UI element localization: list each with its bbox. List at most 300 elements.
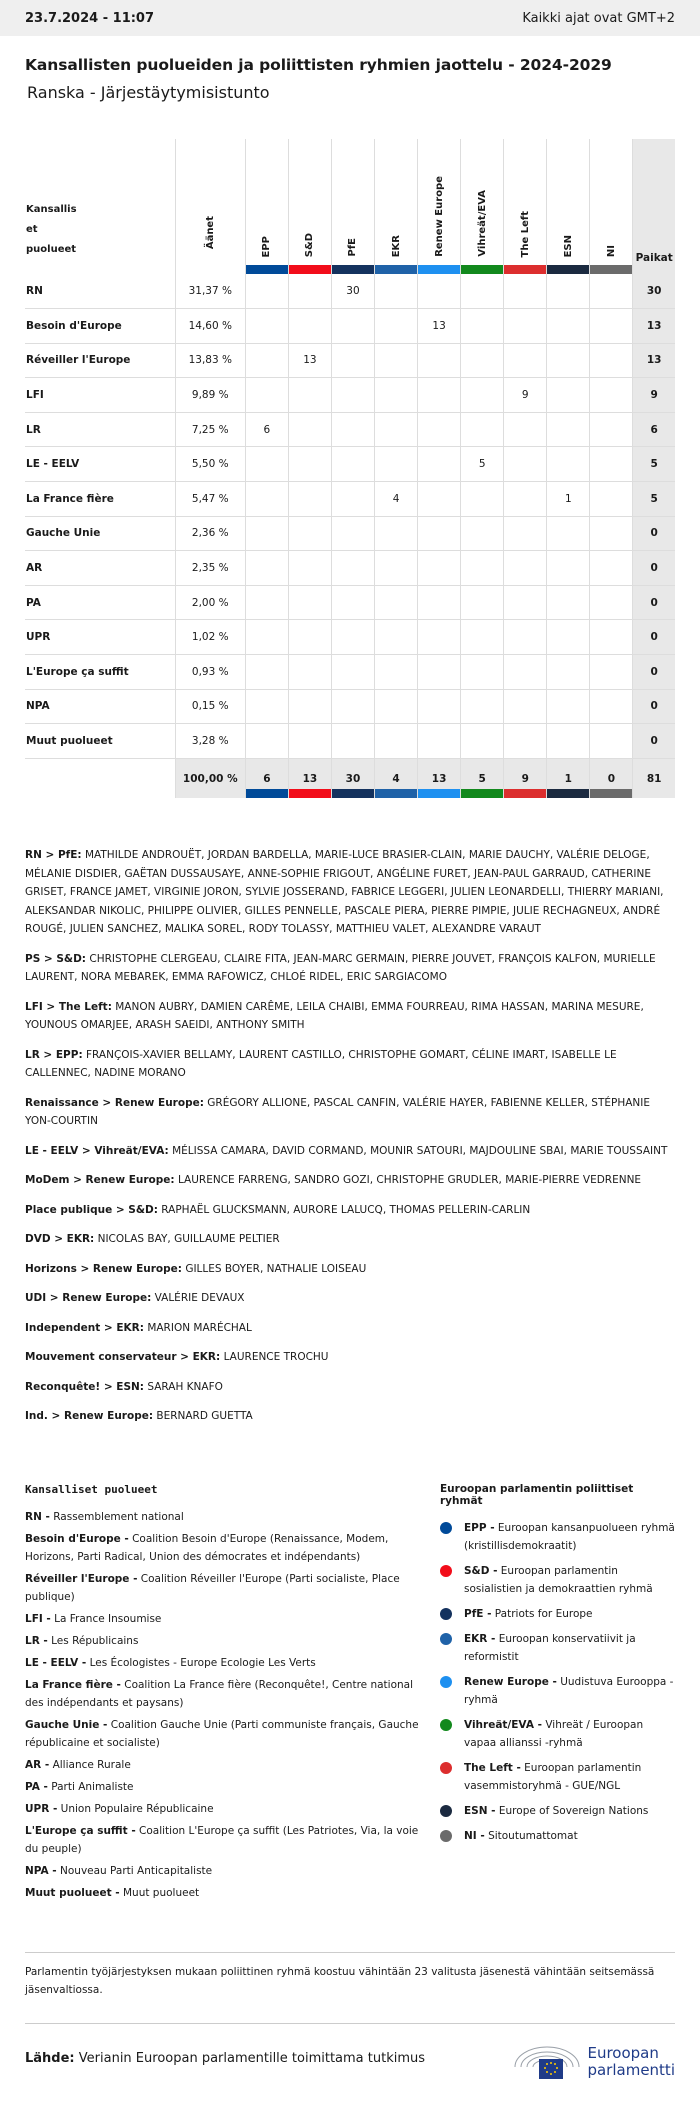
group-column-header bbox=[418, 139, 461, 274]
party-name: NPA bbox=[25, 689, 175, 724]
group-color-dot-icon bbox=[440, 1608, 452, 1620]
total-seats: 5 bbox=[633, 447, 675, 482]
group-color-dot-icon bbox=[440, 1805, 452, 1817]
total-seats: 6 bbox=[633, 412, 675, 447]
group-seat-cell bbox=[461, 482, 504, 517]
mep-group-entry bbox=[25, 1201, 675, 1220]
timezone-note: Kaikki ajat ovat GMT+2 bbox=[522, 10, 675, 26]
legend-group-full: Euroopan kansanpuolueen ryhmä (kristillisdemokraatit) bbox=[464, 1521, 675, 1552]
group-seat-cell bbox=[375, 309, 418, 344]
group-seat-cell bbox=[375, 620, 418, 655]
group-total-value: 0 bbox=[607, 772, 615, 785]
legend-party-abbr: NPA - bbox=[25, 1864, 57, 1877]
group-seat-cell bbox=[331, 378, 374, 413]
party-name: LR bbox=[25, 412, 175, 447]
seats-column-header bbox=[633, 139, 675, 274]
group-color-bar bbox=[418, 265, 460, 274]
logo-line-2: parlamentti bbox=[587, 2061, 675, 2080]
legend-group-text bbox=[464, 1673, 675, 1709]
total-seats: 0 bbox=[633, 620, 675, 655]
party-name: Gauche Unie bbox=[25, 516, 175, 551]
group-seat-cell bbox=[288, 309, 331, 344]
group-header-label: PfE bbox=[347, 238, 359, 257]
vote-share: 5,47 % bbox=[175, 482, 245, 517]
legend-political-groups bbox=[440, 1483, 675, 1906]
mep-names: VALÉRIE DEVAUX bbox=[154, 1292, 245, 1305]
mep-names: MATHILDE ANDROUËT, JORDAN BARDELLA, MARIE-LUCE BRASIER-CLAIN, MARIE DAUCHY, VALÉRIE DELOGE, MÉLANIE DISDIER, GAËTAN DUSSAUSAYE, ANNE-SOPHIE FRIGOUT, ANGÉLINE FURET, JEAN-PAUL GARRAUD, CATHERINE GRISET, FRANCE JAMET, VIRGINIE JORON, SYLVIE JOSSERAND, FABRICE LEGGERI, JULIEN LEONARDELLI, THIERRY MARIANI, ALEKSANDAR NIKOLIC, PHILIPPE OLIVIER, GILLES PENNELLE, PASCALE PIERA, PIERRE PIMPIE, JULIE RECHAGNEUX, ANDRÉ ROUGÉ, JULIEN SANCHEZ, MALIKA SOREL, RODY TOLASSY, MATTHIEU VALET, ALEXANDRE VARAUT bbox=[25, 849, 664, 936]
group-seat-cell bbox=[461, 343, 504, 378]
legend-party-item bbox=[25, 1570, 440, 1606]
group-total-value: 13 bbox=[302, 772, 318, 785]
group-seat-cell bbox=[547, 689, 590, 724]
legend-party-abbr: Gauche Unie - bbox=[25, 1718, 108, 1731]
table-row bbox=[25, 309, 675, 344]
group-seat-cell bbox=[331, 551, 374, 586]
group-seat-cell bbox=[375, 274, 418, 309]
mep-group-label: LFI > The Left: bbox=[25, 1000, 112, 1013]
group-seat-cell bbox=[375, 585, 418, 620]
legend-group-abbr: ESN - bbox=[464, 1804, 496, 1817]
legend-group-item bbox=[440, 1716, 675, 1752]
group-seat-cell bbox=[590, 655, 633, 690]
legend-national-parties bbox=[25, 1483, 440, 1906]
vote-share: 2,35 % bbox=[175, 551, 245, 586]
legend-group-abbr: Renew Europe - bbox=[464, 1675, 557, 1688]
legend-group-abbr: EKR - bbox=[464, 1632, 496, 1645]
group-seat-cell bbox=[245, 309, 288, 344]
party-name: L'Europe ça suffit bbox=[25, 655, 175, 690]
legend-group-item bbox=[440, 1562, 675, 1598]
mep-names: LAURENCE FARRENG, SANDRO GOZI, CHRISTOPHE GRUDLER, MARIE-PIERRE VEDRENNE bbox=[177, 1174, 642, 1187]
vote-share: 9,89 % bbox=[175, 378, 245, 413]
group-seat-cell bbox=[504, 551, 547, 586]
group-seat-cell bbox=[590, 689, 633, 724]
party-name: La France fière bbox=[25, 482, 175, 517]
group-seat-cell bbox=[288, 585, 331, 620]
group-total-cell bbox=[375, 758, 418, 798]
total-seats: 9 bbox=[633, 378, 675, 413]
mep-names: FRANÇOIS-XAVIER BELLAMY, LAURENT CASTILLO, CHRISTOPHE GOMART, CÉLINE IMART, ISABELLE LE CALLENNEC, NADINE MORANO bbox=[25, 1048, 617, 1080]
mep-group-entry bbox=[25, 846, 675, 939]
legend-group-item bbox=[440, 1802, 675, 1820]
group-seat-cell bbox=[461, 516, 504, 551]
legend-group-full: Europe of Sovereign Nations bbox=[498, 1804, 649, 1817]
legend-party-abbr: RN - bbox=[25, 1510, 50, 1523]
group-seat-cell bbox=[288, 274, 331, 309]
mep-group-entry bbox=[25, 1319, 675, 1338]
legend-groups-title: Euroopan parlamentin poliittiset ryhmät bbox=[440, 1482, 634, 1507]
group-seat-cell: 13 bbox=[288, 343, 331, 378]
group-seat-cell bbox=[461, 274, 504, 309]
group-seat-cell bbox=[418, 412, 461, 447]
group-seat-cell bbox=[245, 689, 288, 724]
group-seat-cell bbox=[418, 447, 461, 482]
seats-header-label: Paikat bbox=[635, 252, 673, 264]
mep-group-label: PS > S&D: bbox=[25, 952, 87, 965]
votes-header-label: Äänet bbox=[204, 215, 216, 249]
group-seat-cell bbox=[331, 447, 374, 482]
group-total-value: 5 bbox=[478, 772, 486, 785]
group-color-bar bbox=[461, 789, 503, 798]
group-color-bar bbox=[547, 789, 589, 798]
total-seats: 0 bbox=[633, 689, 675, 724]
total-seats: 13 bbox=[633, 343, 675, 378]
vote-share: 1,02 % bbox=[175, 620, 245, 655]
total-seats: 30 bbox=[633, 274, 675, 309]
legend-party-abbr: PA - bbox=[25, 1780, 48, 1793]
legend-group-text bbox=[464, 1519, 675, 1555]
group-seat-cell bbox=[245, 551, 288, 586]
vote-share: 2,36 % bbox=[175, 516, 245, 551]
mep-group-entry bbox=[25, 1142, 675, 1161]
mep-group-label: DVD > EKR: bbox=[25, 1233, 95, 1246]
group-seat-cell bbox=[418, 551, 461, 586]
group-seat-cell: 6 bbox=[245, 412, 288, 447]
vote-share: 0,15 % bbox=[175, 689, 245, 724]
mep-group-label: Renaissance > Renew Europe: bbox=[25, 1096, 204, 1109]
group-seat-cell bbox=[461, 378, 504, 413]
group-seat-cell bbox=[547, 516, 590, 551]
mep-group-label: Ind. > Renew Europe: bbox=[25, 1410, 154, 1423]
footer bbox=[25, 2023, 675, 2084]
table-header-row bbox=[25, 139, 675, 274]
results-table bbox=[25, 139, 675, 798]
group-seat-cell bbox=[375, 412, 418, 447]
legend-party-item bbox=[25, 1676, 440, 1712]
legend-party-full: Coalition Gauche Unie (Parti communiste français, Gauche républicaine et socialiste) bbox=[25, 1718, 419, 1749]
party-column-header bbox=[25, 139, 175, 274]
legend-parties-title: Kansalliset puolueet bbox=[25, 1482, 158, 1496]
group-seat-cell bbox=[288, 516, 331, 551]
mep-group-label: Reconquête! > ESN: bbox=[25, 1380, 144, 1393]
group-seat-cell bbox=[288, 551, 331, 586]
group-seat-cell bbox=[245, 724, 288, 759]
group-seat-cell bbox=[504, 343, 547, 378]
mep-group-label: Place publique > S&D: bbox=[25, 1203, 158, 1216]
group-seat-cell bbox=[331, 516, 374, 551]
group-seat-cell bbox=[590, 620, 633, 655]
legend-party-abbr: UPR - bbox=[25, 1802, 58, 1815]
legend-group-text bbox=[464, 1605, 593, 1623]
mep-group-entry bbox=[25, 1230, 675, 1249]
group-seat-cell bbox=[375, 655, 418, 690]
legend-group-full: Euroopan parlamentin sosialistien ja demokraattien ryhmä bbox=[464, 1564, 653, 1595]
group-total-value: 9 bbox=[521, 772, 529, 785]
legend-group-full: Patriots for Europe bbox=[494, 1607, 593, 1620]
legend-party-full: Parti Animaliste bbox=[51, 1780, 134, 1793]
mep-group-label: MoDem > Renew Europe: bbox=[25, 1174, 175, 1187]
datetime: 23.7.2024 - 11:07 bbox=[25, 10, 155, 26]
group-column-header bbox=[288, 139, 331, 274]
legend-party-abbr: Besoin d'Europe - bbox=[25, 1532, 129, 1545]
group-seat-cell bbox=[504, 724, 547, 759]
group-color-bar bbox=[461, 265, 503, 274]
vote-share: 31,37 % bbox=[175, 274, 245, 309]
total-seats: 0 bbox=[633, 655, 675, 690]
group-color-bar bbox=[547, 265, 589, 274]
group-seat-cell bbox=[590, 412, 633, 447]
group-seat-cell bbox=[288, 447, 331, 482]
legend-party-full: Coalition L'Europe ça suffit (Les Patriotes, Via, la voie du peuple) bbox=[25, 1824, 419, 1855]
group-seat-cell bbox=[461, 585, 504, 620]
group-seat-cell bbox=[288, 482, 331, 517]
legend-party-item bbox=[25, 1884, 440, 1902]
group-header-label: ESN bbox=[562, 234, 574, 257]
legend-group-item bbox=[440, 1759, 675, 1795]
total-seats: 5 bbox=[633, 482, 675, 517]
table-row bbox=[25, 620, 675, 655]
group-total-cell bbox=[461, 758, 504, 798]
legend-party-item bbox=[25, 1862, 440, 1880]
legend-group-item bbox=[440, 1605, 675, 1623]
group-seat-cell bbox=[288, 620, 331, 655]
group-seat-cell bbox=[245, 620, 288, 655]
legend-group-item bbox=[440, 1519, 675, 1555]
legend-group-text bbox=[464, 1630, 675, 1666]
votes-column-header bbox=[175, 139, 245, 274]
legend-party-abbr: LR - bbox=[25, 1634, 48, 1647]
group-seat-cell bbox=[547, 309, 590, 344]
legend-party-full: Muut puolueet bbox=[122, 1886, 200, 1899]
group-header-label: EKR bbox=[390, 234, 402, 257]
group-color-bar bbox=[246, 265, 288, 274]
party-name: RN bbox=[25, 274, 175, 309]
group-seat-cell bbox=[547, 412, 590, 447]
group-seat-cell bbox=[418, 620, 461, 655]
legend-group-full: Euroopan parlamentin vasemmistoryhmä - GUE/NGL bbox=[464, 1761, 642, 1792]
group-column-header bbox=[375, 139, 418, 274]
legend-group-abbr: Vihreät/EVA - bbox=[464, 1718, 542, 1731]
ep-logo[interactable] bbox=[511, 2041, 675, 2084]
group-seat-cell: 13 bbox=[418, 309, 461, 344]
legend-group-abbr: NI - bbox=[464, 1829, 485, 1842]
group-seat-cell bbox=[547, 378, 590, 413]
page-content bbox=[0, 56, 700, 2084]
group-seat-cell bbox=[288, 378, 331, 413]
group-seat-cell bbox=[418, 585, 461, 620]
group-header-label: EPP bbox=[261, 235, 273, 257]
group-color-bar bbox=[375, 265, 417, 274]
mep-group-label: LR > EPP: bbox=[25, 1048, 83, 1061]
legend-party-item bbox=[25, 1530, 440, 1566]
party-name: Réveiller l'Europe bbox=[25, 343, 175, 378]
group-seat-cell bbox=[590, 724, 633, 759]
group-seat-cell: 30 bbox=[331, 274, 374, 309]
mep-names: RAPHAËL GLUCKSMANN, AURORE LALUCQ, THOMAS PELLERIN-CARLIN bbox=[161, 1203, 531, 1216]
legend-party-full: Rassemblement national bbox=[53, 1510, 184, 1523]
legend-group-item bbox=[440, 1827, 675, 1845]
total-seats: 0 bbox=[633, 551, 675, 586]
legend-group-full: Euroopan konservatiivit ja reformistit bbox=[464, 1632, 636, 1663]
group-seat-cell bbox=[418, 724, 461, 759]
group-seat-cell bbox=[245, 585, 288, 620]
group-color-bar bbox=[246, 789, 288, 798]
mep-group-entry bbox=[25, 1046, 675, 1083]
legend-group-text bbox=[464, 1802, 648, 1820]
group-seat-cell bbox=[418, 274, 461, 309]
legend-party-abbr: La France fière - bbox=[25, 1678, 121, 1691]
group-seat-cell bbox=[375, 447, 418, 482]
group-seat-cell: 1 bbox=[547, 482, 590, 517]
table-row bbox=[25, 516, 675, 551]
legend-party-full: La France Insoumise bbox=[54, 1612, 162, 1625]
total-seats: 0 bbox=[633, 585, 675, 620]
group-seat-cell bbox=[547, 724, 590, 759]
group-seat-cell bbox=[590, 309, 633, 344]
top-bar bbox=[0, 0, 700, 36]
group-seat-cell bbox=[331, 585, 374, 620]
group-color-bar bbox=[504, 265, 546, 274]
group-seat-cell bbox=[461, 689, 504, 724]
group-seat-cell bbox=[547, 447, 590, 482]
group-seat-cell bbox=[504, 516, 547, 551]
party-name: Muut puolueet bbox=[25, 724, 175, 759]
group-header-label: Renew Europe bbox=[433, 176, 445, 257]
legend bbox=[25, 1483, 675, 1906]
source-text: Verianin Euroopan parlamentille toimittama tutkimus bbox=[78, 2050, 426, 2066]
party-header-line: puolueet bbox=[26, 244, 77, 255]
legend-party-item bbox=[25, 1508, 440, 1526]
vote-share: 7,25 % bbox=[175, 412, 245, 447]
grand-total-seats: 81 bbox=[633, 758, 675, 798]
legend-group-text bbox=[464, 1562, 675, 1598]
group-color-dot-icon bbox=[440, 1676, 452, 1688]
group-seat-cell bbox=[504, 412, 547, 447]
group-seat-cell bbox=[331, 655, 374, 690]
group-seat-cell bbox=[590, 343, 633, 378]
group-seat-cell bbox=[590, 585, 633, 620]
group-seat-cell bbox=[590, 482, 633, 517]
logo-line-1: Euroopan bbox=[587, 2044, 659, 2063]
group-seat-cell bbox=[461, 309, 504, 344]
group-seat-cell bbox=[504, 620, 547, 655]
group-seat-cell: 4 bbox=[375, 482, 418, 517]
legend-party-item bbox=[25, 1800, 440, 1818]
mep-names: GRÉGORY ALLIONE, PASCAL CANFIN, VALÉRIE HAYER, FABIENNE KELLER, STÉPHANIE YON-COURTIN bbox=[25, 1096, 650, 1128]
legend-party-abbr: L'Europe ça suffit - bbox=[25, 1824, 136, 1837]
group-seat-cell bbox=[418, 343, 461, 378]
group-total-cell bbox=[418, 758, 461, 798]
group-seat-cell bbox=[288, 655, 331, 690]
vote-share: 0,93 % bbox=[175, 655, 245, 690]
table-row bbox=[25, 585, 675, 620]
party-name: LE - EELV bbox=[25, 447, 175, 482]
group-seat-cell bbox=[590, 274, 633, 309]
legend-group-full: Uudistuva Eurooppa -ryhmä bbox=[464, 1675, 674, 1706]
group-seat-cell bbox=[331, 724, 374, 759]
mep-group-entry bbox=[25, 998, 675, 1035]
ep-logo-text bbox=[587, 2045, 675, 2079]
legend-party-full: Coalition Besoin d'Europe (Renaissance, Modem, Horizons, Parti Radical, Union des démocrates et indépendants) bbox=[25, 1532, 389, 1563]
group-seat-cell bbox=[418, 655, 461, 690]
vote-share: 3,28 % bbox=[175, 724, 245, 759]
party-header-line: et bbox=[26, 224, 38, 235]
group-color-bar bbox=[375, 789, 417, 798]
mep-list bbox=[25, 846, 675, 1426]
group-seat-cell bbox=[504, 274, 547, 309]
group-color-bar bbox=[332, 265, 374, 274]
legend-group-abbr: The Left - bbox=[464, 1761, 521, 1774]
group-color-bar bbox=[590, 265, 632, 274]
group-seat-cell bbox=[461, 655, 504, 690]
legend-party-full: Coalition Réveiller l'Europe (Parti socialiste, Place publique) bbox=[25, 1572, 400, 1603]
group-seat-cell bbox=[547, 343, 590, 378]
group-seat-cell bbox=[461, 551, 504, 586]
group-seat-cell bbox=[331, 343, 374, 378]
total-seats: 0 bbox=[633, 516, 675, 551]
group-seat-cell bbox=[504, 689, 547, 724]
page-title: Kansallisten puolueiden ja poliittisten ryhmien jaottelu - 2024-2029 bbox=[25, 56, 612, 74]
source-label: Lähde: bbox=[25, 2050, 75, 2066]
group-seat-cell bbox=[547, 655, 590, 690]
legend-group-text bbox=[464, 1827, 578, 1845]
group-seat-cell: 9 bbox=[504, 378, 547, 413]
mep-group-label: Horizons > Renew Europe: bbox=[25, 1262, 182, 1275]
mep-group-label: Independent > EKR: bbox=[25, 1321, 144, 1334]
vote-share: 5,50 % bbox=[175, 447, 245, 482]
group-seat-cell bbox=[288, 412, 331, 447]
group-seat-cell: 5 bbox=[461, 447, 504, 482]
group-total-value: 1 bbox=[564, 772, 572, 785]
group-seat-cell bbox=[375, 689, 418, 724]
group-seat-cell bbox=[245, 482, 288, 517]
group-seat-cell bbox=[418, 689, 461, 724]
group-seat-cell bbox=[375, 516, 418, 551]
group-column-header bbox=[245, 139, 288, 274]
mep-names: NICOLAS BAY, GUILLAUME PELTIER bbox=[97, 1233, 280, 1246]
group-seat-cell bbox=[590, 516, 633, 551]
mep-names: SARAH KNAFO bbox=[147, 1380, 223, 1393]
ep-hemicycle-icon bbox=[511, 2041, 583, 2084]
mep-group-label: Mouvement conservateur > EKR: bbox=[25, 1351, 221, 1364]
mep-names: MARION MARÉCHAL bbox=[147, 1321, 252, 1334]
table-row bbox=[25, 378, 675, 413]
legend-group-abbr: EPP - bbox=[464, 1521, 495, 1534]
group-seat-cell bbox=[461, 412, 504, 447]
group-total-cell bbox=[288, 758, 331, 798]
total-vote-share: 100,00 % bbox=[175, 758, 245, 798]
legend-party-full: Nouveau Parti Anticapitaliste bbox=[60, 1864, 213, 1877]
group-seat-cell bbox=[461, 620, 504, 655]
mep-group-entry bbox=[25, 1348, 675, 1367]
legend-party-abbr: Muut puolueet - bbox=[25, 1886, 120, 1899]
group-seat-cell bbox=[504, 482, 547, 517]
group-seat-cell bbox=[547, 620, 590, 655]
table-row bbox=[25, 724, 675, 759]
group-header-label: S&D bbox=[304, 232, 316, 257]
total-seats: 13 bbox=[633, 309, 675, 344]
group-seat-cell bbox=[375, 343, 418, 378]
group-column-header bbox=[504, 139, 547, 274]
group-column-header bbox=[461, 139, 504, 274]
mep-group-entry bbox=[25, 1260, 675, 1279]
group-total-value: 6 bbox=[263, 772, 271, 785]
vote-share: 14,60 % bbox=[175, 309, 245, 344]
mep-group-label: UDI > Renew Europe: bbox=[25, 1292, 152, 1305]
totals-row bbox=[25, 758, 675, 798]
legend-party-item bbox=[25, 1716, 440, 1752]
mep-group-label: RN > PfE: bbox=[25, 849, 82, 862]
page-subtitle: Ranska - Järjestäytymisistunto bbox=[27, 83, 270, 102]
group-total-cell bbox=[245, 758, 288, 798]
group-seat-cell bbox=[504, 309, 547, 344]
legend-party-item bbox=[25, 1756, 440, 1774]
table-row bbox=[25, 482, 675, 517]
group-total-value: 30 bbox=[345, 772, 361, 785]
rules-note: Parlamentin työjärjestyksen mukaan poliittinen ryhmä koostuu vähintään 23 valitusta jäsenestä vähintään seitsemässä jäsenvaltiossa. bbox=[25, 1952, 675, 1999]
group-seat-cell bbox=[590, 378, 633, 413]
table-row bbox=[25, 343, 675, 378]
